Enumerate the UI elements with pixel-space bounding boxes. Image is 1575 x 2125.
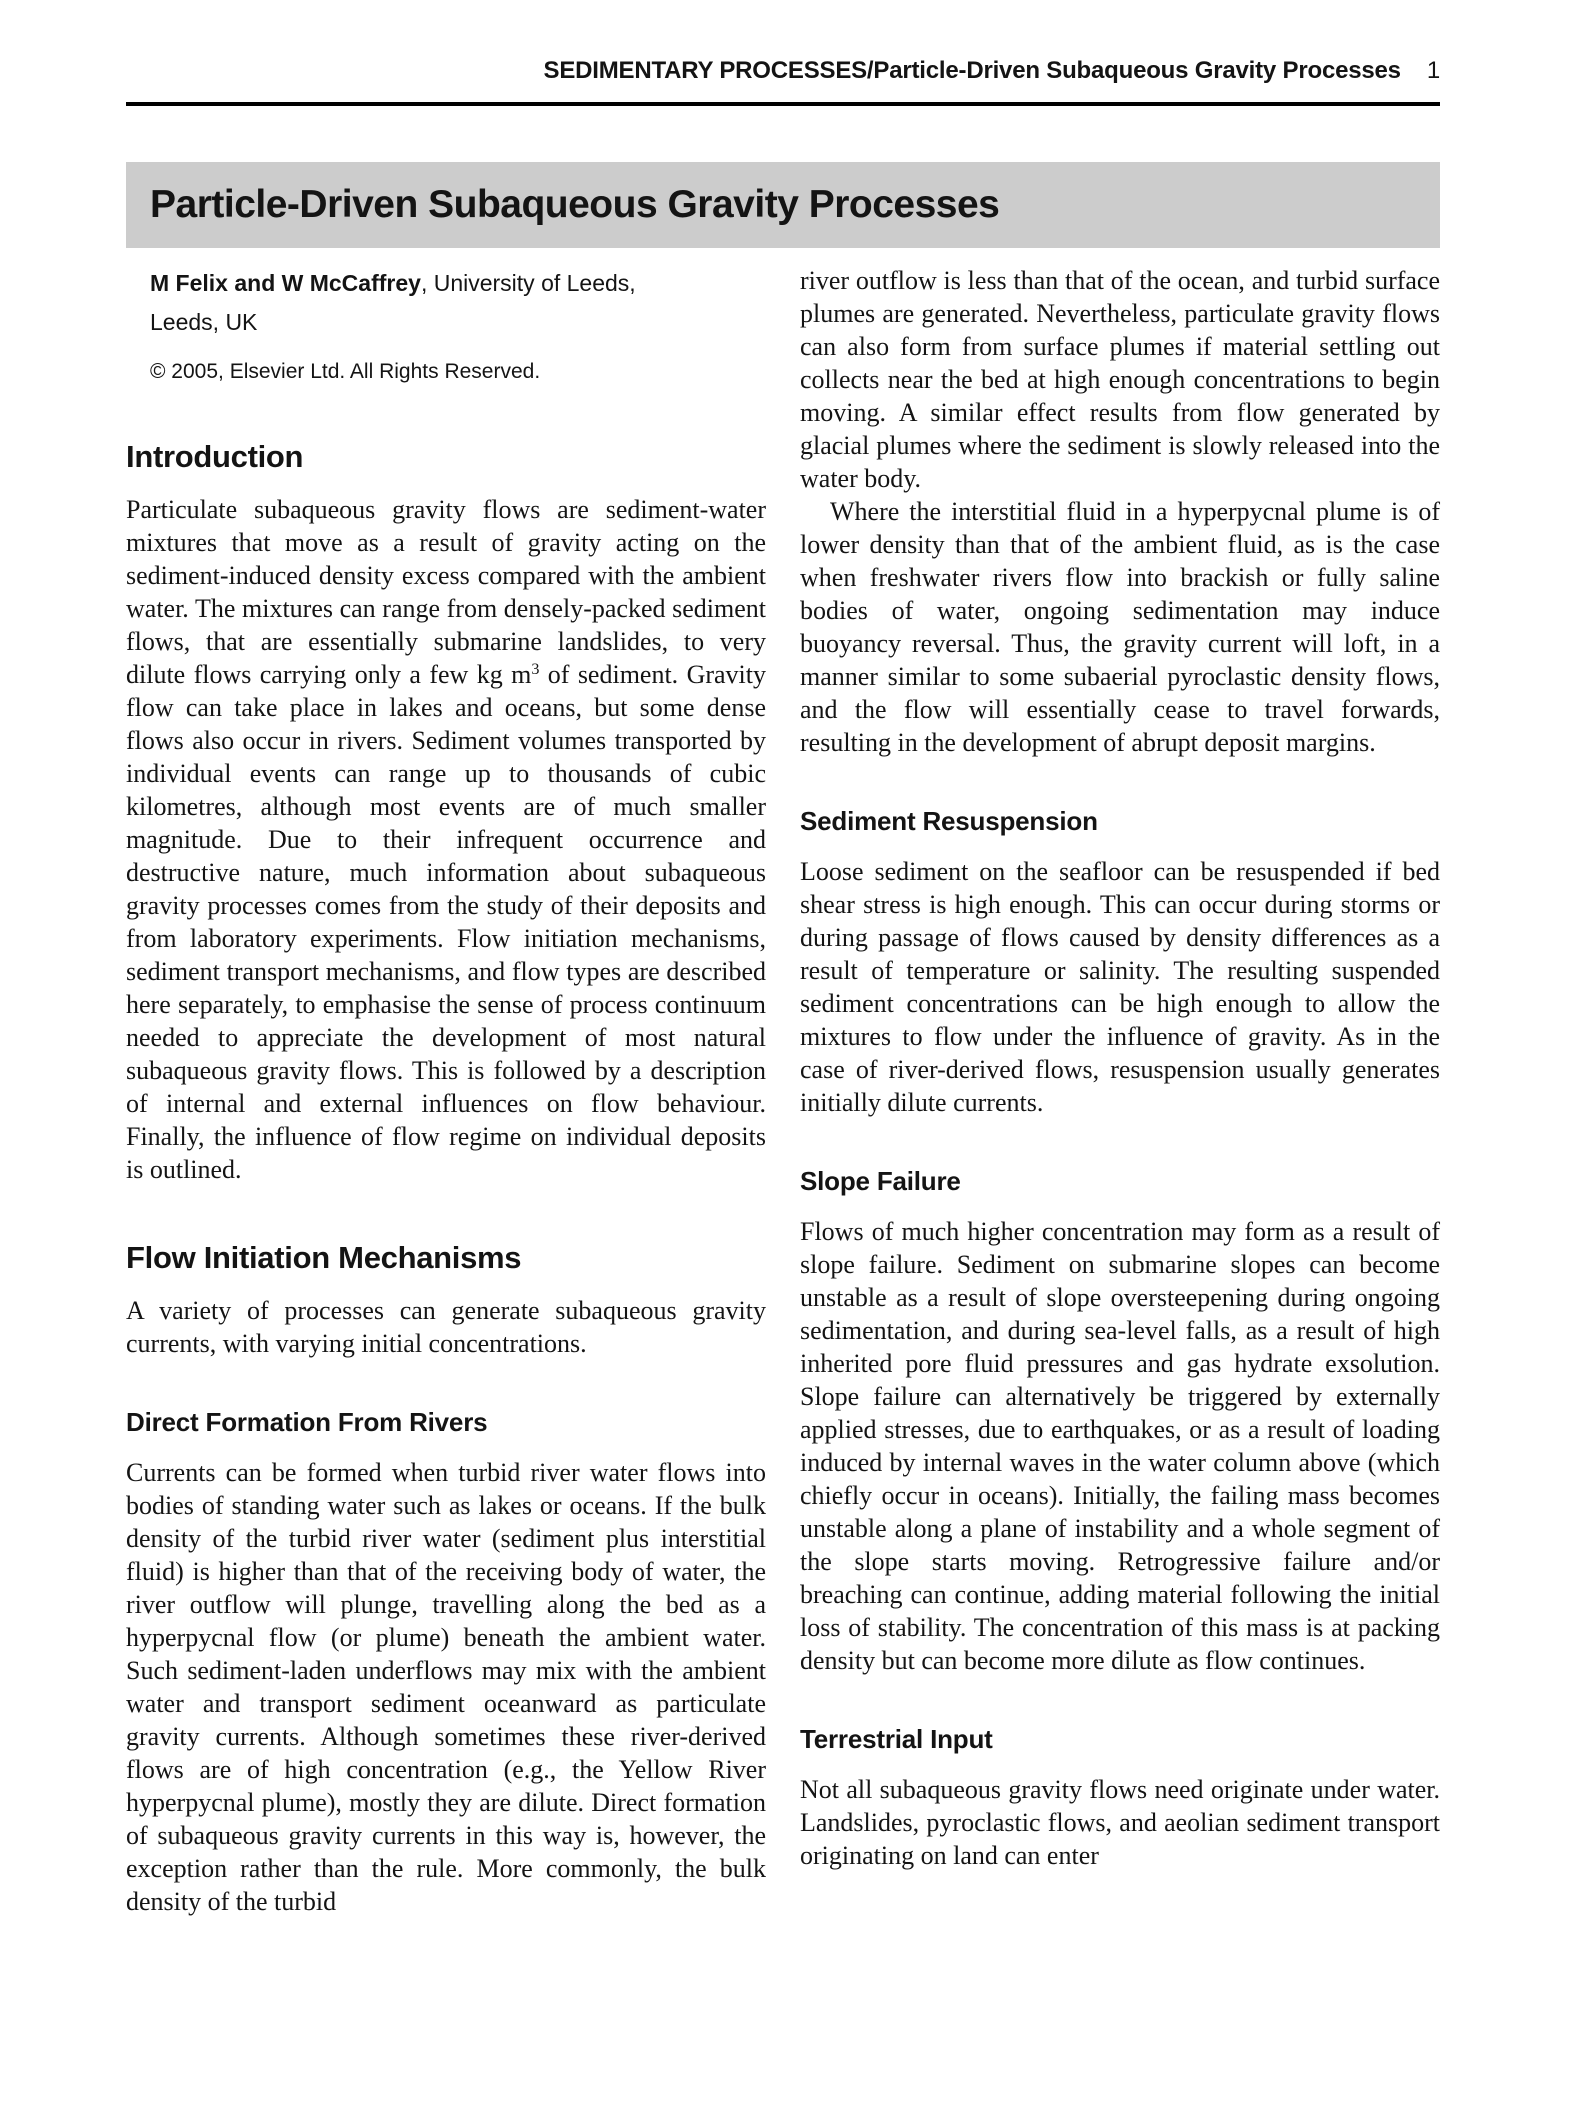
unit-superscript: 3: [531, 661, 540, 679]
right-column: [800, 264, 1440, 1918]
sediment-resuspension-paragraph: Loose sediment on the seafloor can be resuspended if bed shear stress is high enough. This can occur during storms or during passage of flows caused by density differences as a result of temperature or salinity. The resulting suspended sediment concentrations can be high enough to allow the mixtures to flow under the influence of gravity. As in the case of river-derived flows, resuspension usually generates initially dilute currents.: [800, 857, 1440, 1117]
byline: [126, 264, 766, 385]
left-column: [126, 264, 766, 1918]
subsection-heading-direct-formation: Direct Formation From Rivers: [126, 1407, 488, 1437]
page-number: 1: [1426, 57, 1440, 84]
subsection-heading-slope-failure: Slope Failure: [800, 1166, 961, 1196]
subsection-heading-terrestrial-input: Terrestrial Input: [800, 1724, 993, 1754]
article-title-bar: [126, 162, 1440, 248]
two-column-body: [126, 264, 1440, 1918]
section-heading-introduction: Introduction: [126, 439, 304, 474]
slope-failure-paragraph: Flows of much higher concentration may form as a result of slope failure. Sediment on submarine slopes can become unstable as a result of slope oversteepening during ongoing sedimentation, and during sea-level falls, as a result of high inherited pore fluid pressures and gas hydrate exsolution. Slope failure can alternatively be triggered by externally applied stresses, due to earthquakes, or as a result of loading induced by internal waves in the water column above (which chiefly occur in oceans). Initially, the failing mass becomes unstable along a plane of instability and a whole segment of the slope starts moving. Retrogressive failure and/or breaching can continue, adding material following the initial loss of stability. The concentration of this mass is at packing density but can become more dilute as flow continues.: [800, 1217, 1440, 1675]
intro-paragraph-text: Particulate subaqueous gravity flows are sediment-water mixtures that move as a result of gravity acting on the sediment-induced density excess compared with the ambient water. The mixtures can range from densely-packed sediment flows, that are essentially submarine landslides, to very dilute flows carrying only a few kg m: [126, 495, 766, 689]
running-header: [126, 0, 1440, 86]
intro-paragraph-text-cont: of sediment. Gravity flow can take place in lakes and oceans, but some dense flows also occur in rivers. Sediment volumes transported by individual events can range up to thousands of cubic kilometres, although most events are of much smaller magnitude. Due to their infrequent occurrence and destructive nature, much information about subaqueous gravity processes comes from the study of their deposits and from laboratory experiments. Flow initiation mechanisms, sediment transport mechanisms, and flow types are described here separately, to emphasise the sense of process continuum needed to appreciate the development of most natural subaqueous gravity flows. This is followed by a description of internal and external influences on flow behaviour. Finally, the influence of flow regime on individual deposits is outlined.: [126, 660, 766, 1184]
hyperpycnal-plume-paragraph: Where the interstitial fluid in a hyperpycnal plume is of lower density than that of the ambient fluid, as is the case when freshwater rivers flow into brackish or fully saline bodies of water, ongoing sedimentation may induce buoyancy reversal. Thus, the gravity current will loft, in a manner similar to some subaerial pyroclastic density flows, and the flow will essentially cease to travel forwards, resulting in the development of abrupt deposit margins.: [800, 497, 1440, 757]
article-title: Particle-Driven Subaqueous Gravity Processes: [150, 183, 1000, 226]
terrestrial-input-paragraph: Not all subaqueous gravity flows need originate under water. Landslides, pyroclastic flows, and aeolian sediment transport originating on land can enter: [800, 1775, 1440, 1870]
running-header-title: SEDIMENTARY PROCESSES/Particle-Driven Subaqueous Gravity Processes: [543, 57, 1401, 84]
authors-line: [150, 264, 766, 303]
flow-initiation-intro-paragraph: A variety of processes can generate subaqueous gravity currents, with varying initial concentrations.: [126, 1296, 766, 1358]
page-content: [126, 0, 1440, 1918]
header-rule-divider: [126, 102, 1440, 106]
intro-paragraph: [126, 493, 766, 1186]
subsection-heading-sediment-resuspension: Sediment Resuspension: [800, 806, 1098, 836]
direct-formation-paragraph: Currents can be formed when turbid river water flows into bodies of standing water such as lakes or oceans. If the bulk density of the turbid river water (sediment plus interstitial fluid) is higher than that of the receiving body of water, the river outflow will plunge, travelling along the bed as a hyperpycnal flow (or plume) beneath the ambient water. Such sediment-laden underflows may mix with the ambient water and transport sediment oceanward as particulate gravity currents. Although sometimes these river-derived flows are of high concentration (e.g., the Yellow River hyperpycnal plume), mostly they are dilute. Direct formation of subaqueous gravity currents in this way is, however, the exception rather than the rule. More commonly, the bulk density of the turbid: [126, 1458, 766, 1916]
affiliation-inline: , University of Leeds,: [420, 270, 636, 296]
copyright-line: © 2005, Elsevier Ltd. All Rights Reserved.: [150, 360, 541, 383]
affiliation-line2: Leeds, UK: [150, 309, 258, 335]
author-names: M Felix and W McCaffrey: [150, 270, 421, 296]
direct-formation-paragraph-continued: river outflow is less than that of the ocean, and turbid surface plumes are generated. Nevertheless, particulate gravity flows can also form from surface plumes if material settling out collects near the bed at high enough concentrations to begin moving. A similar effect results from flow generated by glacial plumes where the sediment is slowly released into the water body.: [800, 266, 1440, 493]
section-heading-flow-initiation: Flow Initiation Mechanisms: [126, 1240, 522, 1275]
